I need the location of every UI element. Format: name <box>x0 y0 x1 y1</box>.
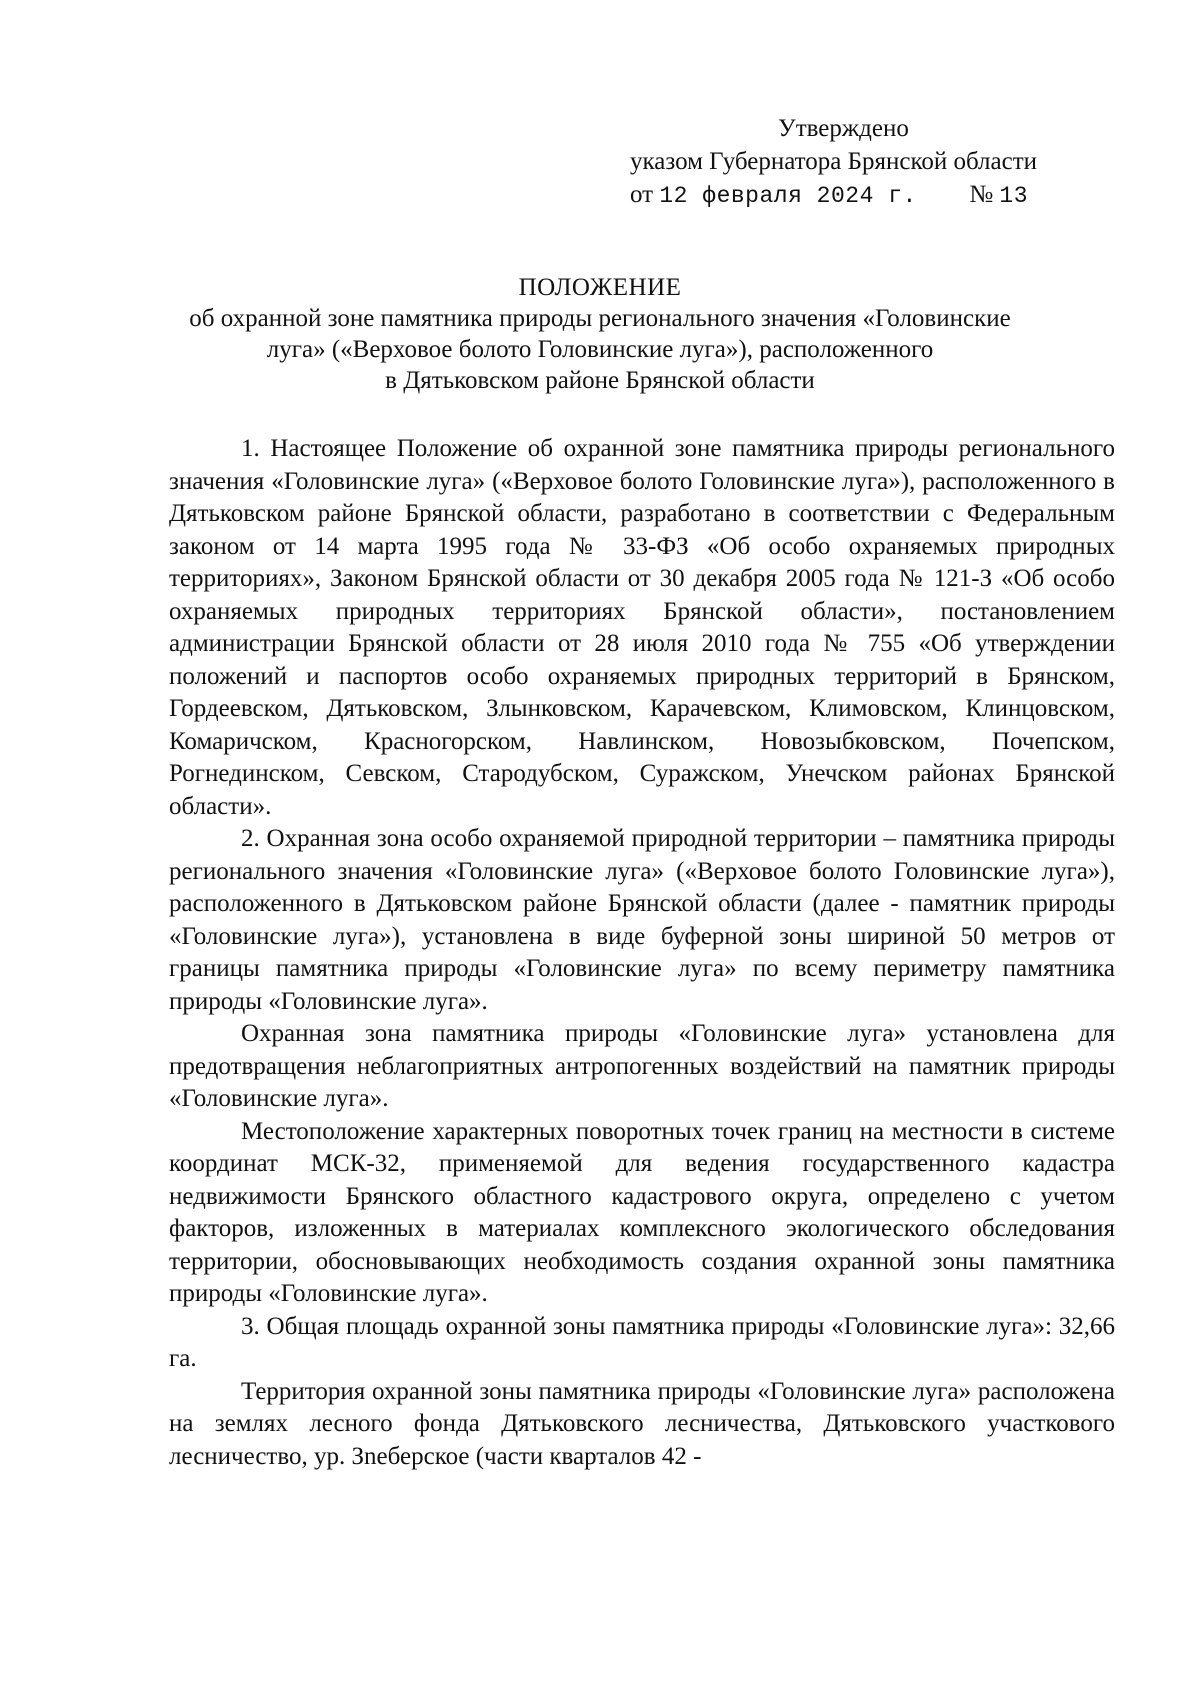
document-body <box>169 433 1115 1473</box>
document-title-block <box>150 272 1050 396</box>
approval-number: 13 <box>999 183 1029 209</box>
approval-date: 12 февраля 2024 г. <box>659 183 917 209</box>
paragraph-2: 2. Охранная зона особо охраняемой природной территории – памятника природы регионального значения «Головинские луга» («Верховое болото Головинские луга»), расположенного в Дятьковском районе Брянской области (далее - памятник природы «Головинские луга»), установлена в виде буферной зоны шириной 50 метров от границы памятника природы «Головинские луга» по всему периметру памятника природы «Головинские луга». <box>169 825 1115 1015</box>
approval-number-label: № <box>969 181 994 208</box>
paragraph-5: 3. Общая площадь охранной зоны памятника природы «Головинские луга»: 32,66 га. <box>169 1312 1115 1372</box>
document-subtitle-line-2: луга» («Верховое болото Головинские луга»), расположенного <box>266 336 934 363</box>
document-title: ПОЛОЖЕНИЕ <box>518 274 682 301</box>
paragraph-3: Охранная зона памятника природы «Головинские луга» установлена для предотвращения неблагоприятных антропогенных воздействий на памятник природы «Головинские луга». <box>169 1020 1115 1112</box>
document-subtitle-line-1: об охранной зоне памятника природы регионального значения «Головинские <box>189 305 1011 332</box>
approval-decree: указом Губернатора Брянской области <box>630 148 1038 175</box>
paragraph-6: Территория охранной зоны памятника природы «Головинские луга» расположена на землях лесного фонда Дятьковского лесничества, Дятьковского участкового лесничество, ур. Зneберское (части кварталов 42 - <box>169 1377 1115 1470</box>
approval-date-line <box>630 178 1110 213</box>
paragraph-1: 1. Настоящее Положение об охранной зоне памятника природы регионального значения «Головинские луга» («Верховое болото Головинские луга»), расположенного в Дятьковском районе Брянской области, разработано в соответствии с Федеральным законом от 14 марта 1995 года № 33-ФЗ «Об особо охраняемых природных территориях», Законом Брянской области от 30 декабря 2005 года № 121-З «Об особо охраняемых природных территориях Брянской области», постановлением администрации Брянской области от 28 июля 2010 года № 755 «Об утверждении положений и паспортов особо охраняемых природных территорий в Брянском, Гордеевском, Дятьковском, Злынковском, Карачевском, Климовском, Клинцовском, Комаричском, Красногорском, Навлинском, Новозыбковском, Почепском, Рогнединском, Севском, Стародубском, Суражском, Унечском районах Брянской области». <box>169 435 1115 820</box>
document-subtitle-line-3: в Дятьковском районе Брянской области <box>385 367 815 394</box>
approval-date-prefix: от <box>630 181 654 208</box>
approval-stamp <box>630 112 1110 213</box>
approval-approved: Утверждено <box>778 115 909 142</box>
paragraph-4: Местоположение характерных поворотных точек границ на местности в системе координат МСК-32, применяемой для ведения государственного кадастра недвижимости Брянского областного кадастрового округа, определено с учетом факторов, изложенных в материалах комплексного экологического обследования территории, обосновывающих необходимость создания охранной зоны памятника природы «Головинские луга». <box>169 1117 1115 1307</box>
